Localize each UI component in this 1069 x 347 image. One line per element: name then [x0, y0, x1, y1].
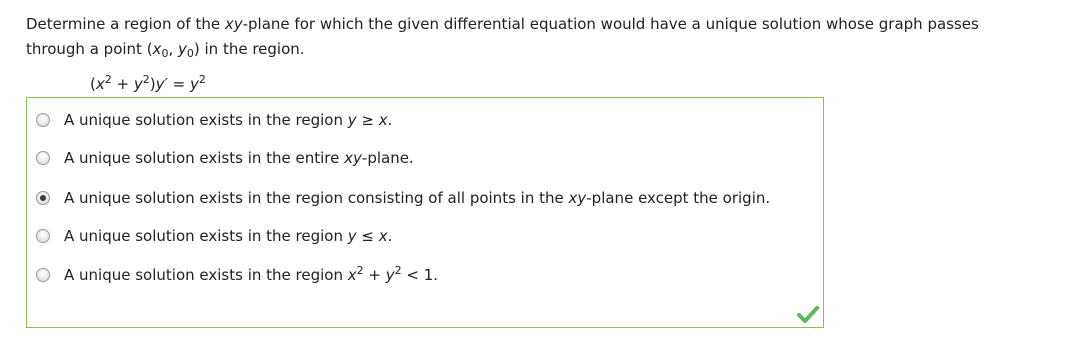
option-text: A unique solution exists in the entire	[64, 149, 345, 167]
option-math-y: y	[385, 266, 395, 284]
option-text: -plane.	[361, 149, 414, 167]
question-text-part: Determine a region of the	[26, 15, 225, 33]
radio-button-option-5[interactable]	[36, 268, 50, 282]
radio-button-option-3-selected[interactable]	[36, 191, 50, 205]
option-text: A unique solution exists in the region consisting of all points in the	[64, 189, 569, 207]
option-text: -plane except the origin.	[586, 189, 771, 207]
option-math: y ≥ x	[347, 111, 388, 129]
option-2-label[interactable]	[64, 149, 414, 167]
x0-base: x	[152, 40, 162, 58]
question-text-part: through a point (	[26, 40, 153, 58]
option-math-x: x	[347, 266, 357, 284]
option-text: < 1.	[401, 266, 439, 284]
option-text: .	[387, 111, 393, 129]
option-4[interactable]	[36, 224, 392, 248]
question-text-part: ) in the region.	[193, 40, 305, 58]
option-math-plus: +	[363, 266, 386, 284]
question-line-2	[26, 37, 1056, 62]
eq-y: y	[133, 75, 143, 93]
radio-button-option-4[interactable]	[36, 229, 50, 243]
eq-equals: =	[167, 75, 191, 93]
question-text-part: -plane for which the given differential equation would have a unique solution whose graph passes	[242, 15, 979, 33]
answer-choices-box	[26, 97, 824, 328]
option-5[interactable]	[36, 263, 438, 287]
y0-base: y	[177, 40, 187, 58]
option-3[interactable]	[36, 186, 770, 210]
option-text: .	[387, 227, 393, 245]
radio-button-option-2[interactable]	[36, 151, 50, 165]
eq-x-exponent: 2	[104, 73, 112, 86]
eq-paren-close: )	[149, 75, 156, 93]
correct-checkmark-icon	[797, 305, 819, 323]
question-line-1	[26, 12, 1056, 37]
eq-y-exponent: 2	[142, 73, 150, 86]
eq-rhs-exponent: 2	[198, 73, 206, 86]
differential-equation	[90, 74, 206, 94]
option-math: xy	[344, 149, 362, 167]
x0-subscript: 0	[161, 47, 169, 60]
y0-subscript: 0	[186, 47, 194, 60]
radio-button-option-1[interactable]	[36, 113, 50, 127]
question-text	[26, 12, 1056, 62]
eq-plus: +	[111, 75, 134, 93]
option-3-label[interactable]	[64, 189, 770, 207]
option-math-y-exponent: 2	[394, 264, 402, 277]
option-text: A unique solution exists in the region	[64, 266, 348, 284]
question-variable-xy: xy	[224, 15, 243, 33]
question-comma: ,	[168, 40, 178, 58]
eq-x: x	[95, 75, 105, 93]
option-math: xy	[568, 189, 587, 207]
option-text: A unique solution exists in the region	[64, 227, 348, 245]
option-5-label[interactable]	[64, 266, 438, 284]
option-math-x-exponent: 2	[356, 264, 364, 277]
eq-paren-open: (	[90, 75, 96, 93]
option-4-label[interactable]	[64, 227, 392, 245]
option-1[interactable]	[36, 108, 392, 132]
option-1-label[interactable]	[64, 111, 392, 129]
option-math: y ≤ x	[347, 227, 388, 245]
option-text: A unique solution exists in the region	[64, 111, 348, 129]
option-2[interactable]	[36, 146, 414, 170]
eq-rhs-y: y	[190, 75, 199, 93]
eq-y-prime: y′	[155, 75, 168, 93]
